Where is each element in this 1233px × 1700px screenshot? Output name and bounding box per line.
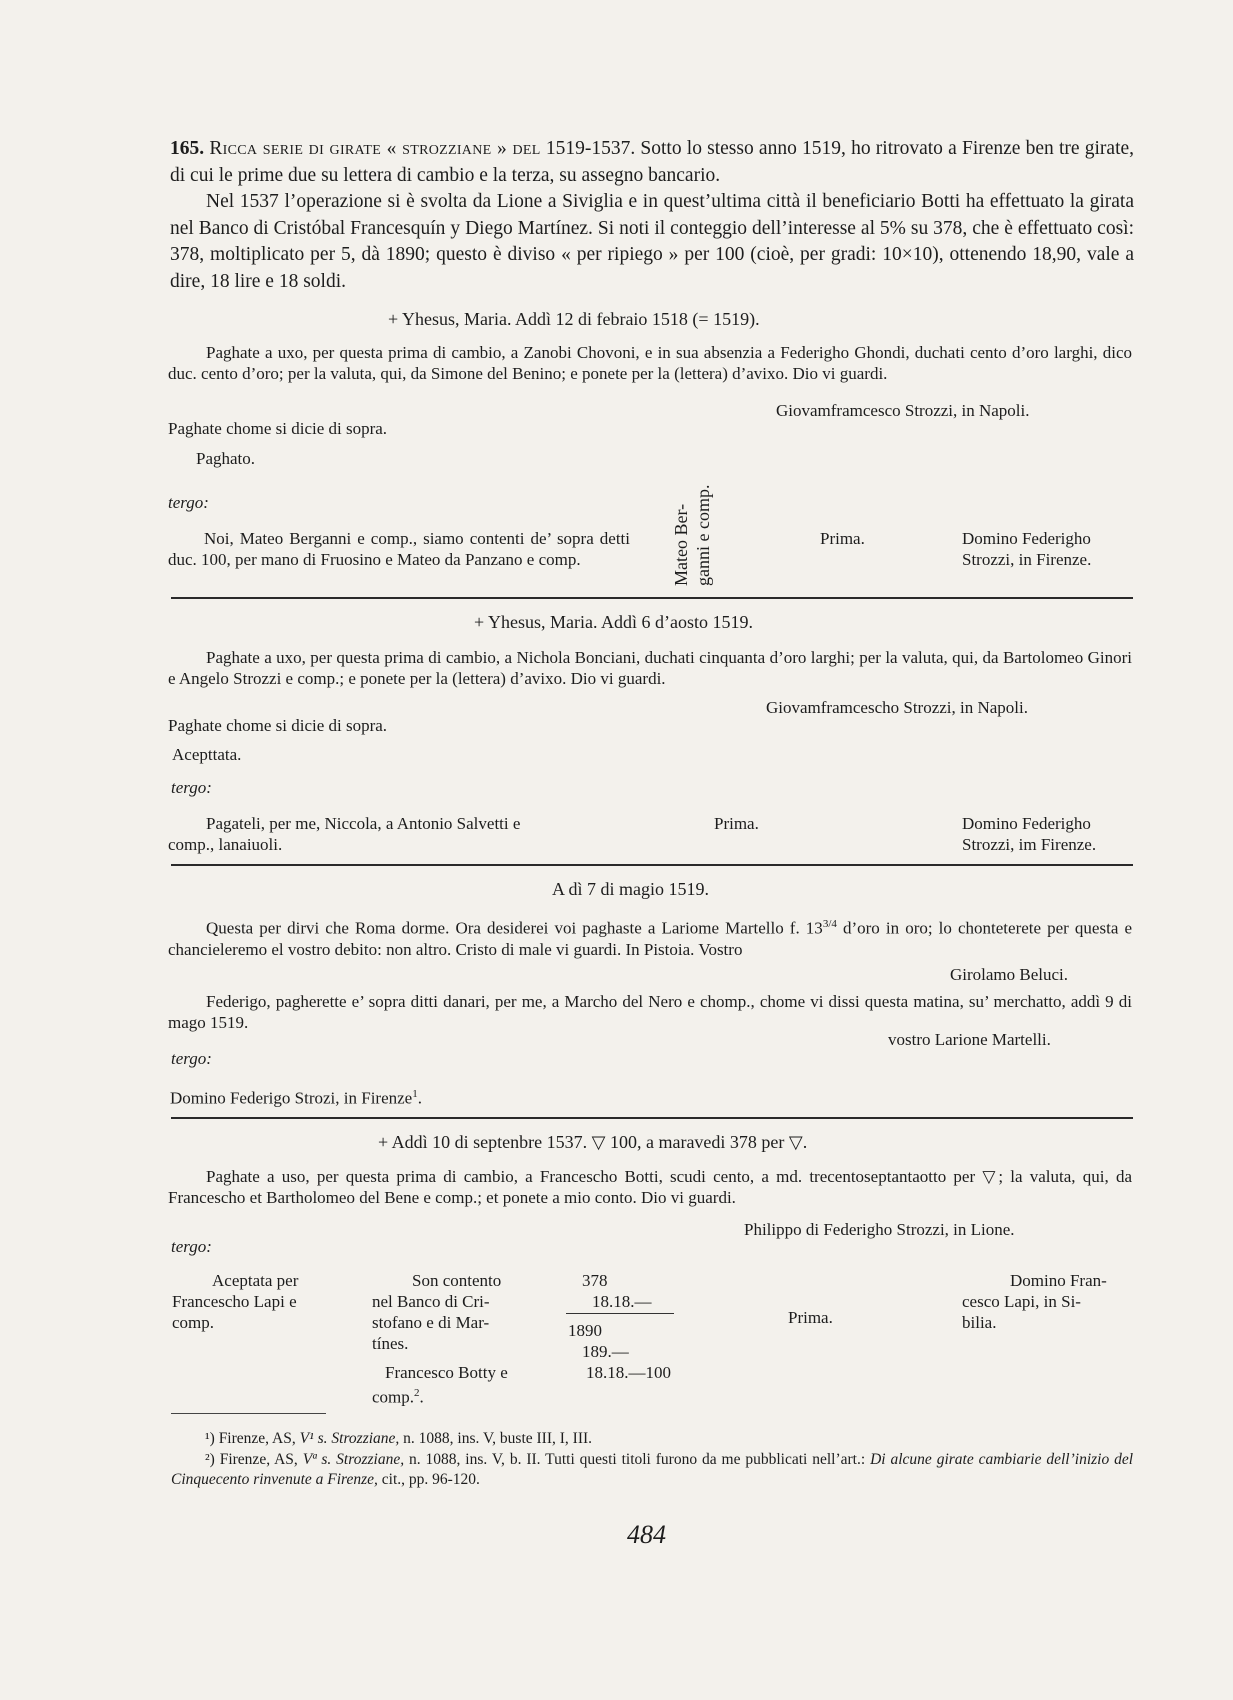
doc3-signature-1: Girolamo Beluci. xyxy=(950,965,1069,984)
arith-189: 189.— xyxy=(582,1342,629,1361)
arith-18-18: 18.18.— xyxy=(592,1292,652,1311)
doc2-addressee-line-1: Domino Federigho xyxy=(962,814,1091,833)
doc4-content-line-4: tínes. xyxy=(372,1334,409,1353)
doc3-signature-2: vostro Larione Martelli. xyxy=(888,1030,1051,1049)
footnote-2 xyxy=(171,1450,1133,1490)
fn1-text-a: Firenze, AS, xyxy=(218,1430,296,1447)
fn2-symbol: Vª xyxy=(302,1451,317,1468)
section-number: 165. xyxy=(170,138,205,159)
doc4-botty-line-1: Francesco Botty e xyxy=(385,1363,508,1382)
doc2-signature: Giovamframcescho Strozzi, in Napoli. xyxy=(766,698,1029,717)
doc2-heading: + Yhesus, Maria. Addì 6 d’aosto 1519. xyxy=(474,612,753,632)
arith-rule xyxy=(566,1313,674,1314)
fn1-italic: s. Strozziane, xyxy=(317,1430,400,1447)
page-number: 484 xyxy=(627,1520,666,1549)
doc1-signature: Giovamframcesco Strozzi, in Napoli. xyxy=(776,401,1030,420)
section-years: 1519-1537. xyxy=(545,138,636,159)
arith-1890: 1890 xyxy=(568,1321,602,1340)
doc4-content-line-3: stofano e di Mar- xyxy=(372,1313,490,1332)
doc1-vertical-line-2: ganni e comp. xyxy=(693,484,713,586)
doc2-note-paid-as-above: Paghate chome si dicie di sopra. xyxy=(168,716,388,735)
footnote-rule xyxy=(171,1413,326,1414)
doc1-endorsement: Noi, Mateo Berganni e comp., siamo contenti de’ sopra detti duc. 100, per mano di Fruosino e Mateo da Panzano e comp. xyxy=(168,529,630,569)
doc1-note-paid-as-above: Paghate chome si dicie di sopra. xyxy=(168,419,388,438)
doc1-addressee-line-2: Strozzi, in Firenze. xyxy=(962,550,1092,569)
doc1-prima: Prima. xyxy=(820,529,865,548)
footnote-1 xyxy=(171,1429,1133,1449)
intro-paragraph-2: Nel 1537 l’operazione si è svolta da Lione a Siviglia e in quest’ultima città il beneficiario Botti ha effettuato la girata nel Banco di Cristóbal Francesquín y Diego Martínez. Si noti il conteggio dell’interesse al 5% su 378, che è effettuato così: 378, moltiplicato per 5, dà 1890; questo è diviso « per ripiego » per 100 (cioè, per gradi: 10×10), ottenendo 18,90, vale a dire, 18 lire e 18 soldi. xyxy=(170,191,1134,292)
doc1-addressee-line-1: Domino Federigho xyxy=(962,529,1091,548)
doc4-accepted-line-2: Francescho Lapi e xyxy=(172,1292,297,1311)
doc4-addressee-line-3: bilia. xyxy=(962,1313,997,1332)
section-title: Ricca serie di girate « strozziane » del xyxy=(209,138,541,159)
doc2-endorsement-line-2: comp., lanaiuoli. xyxy=(168,835,283,854)
doc2-body: Paghate a uxo, per questa prima di cambio, a Nichola Bonciani, duchati cinquanta d’oro larghi; per la valuta, qui, da Bartolomeo Ginori e Angelo Strozzi e comp.; e ponete per la (lettera) d’avixo. Dio vi guardi. xyxy=(168,648,1132,688)
doc2-prima: Prima. xyxy=(714,814,759,833)
doc4-accepted-line-3: comp. xyxy=(172,1313,215,1332)
fn2-text-b: n. 1088, ins. V, b. II. Tutti questi titoli furono da me pubblicati nell’art.: xyxy=(408,1451,866,1468)
fn1-text-b: n. 1088, ins. V, buste III, I, III. xyxy=(403,1430,593,1447)
doc4-prima: Prima. xyxy=(788,1308,833,1327)
doc1-body: Paghate a uxo, per questa prima di cambio, a Zanobi Chovoni, e in sua absenzia a Federigho Ghondi, duchati cento d’oro larghi, dico duc. cento d’oro; per la valuta, qui, da Simone del Benino; e ponete per la (lettera) d’avixo. Dio vi guardi. xyxy=(168,343,1132,383)
doc4-botty-comp: comp. xyxy=(372,1387,415,1407)
doc4-signature: Philippo di Federigho Strozzi, in Lione. xyxy=(744,1220,1015,1239)
doc3-body-1a: Questa per dirvi che Roma dorme. Ora desiderei voi paghaste a Lariome Martello f. 13 xyxy=(206,918,823,938)
fn2-mark: ²) xyxy=(205,1451,215,1468)
doc3-fraction: 3/4 xyxy=(822,918,837,930)
doc4-heading: + Addì 10 di septenbre 1537. ▽ 100, a maravedi 378 per ▽. xyxy=(378,1132,808,1152)
doc2-note-accepted: Acepttata. xyxy=(172,745,242,764)
separator-rule xyxy=(171,1117,1133,1119)
fn1-symbol: V¹ xyxy=(299,1430,314,1447)
doc4-addressee-line-2: cesco Lapi, in Si- xyxy=(962,1292,1081,1311)
doc1-tergo: tergo: xyxy=(168,493,209,512)
doc4-content-line-1: Son contento xyxy=(412,1271,502,1290)
arith-378: 378 xyxy=(582,1271,608,1290)
fn2-text-c: cit., pp. 96-120. xyxy=(381,1471,480,1488)
doc1-note-paid: Paghato. xyxy=(196,449,256,468)
doc4-addressee-line-1: Domino Fran- xyxy=(1010,1271,1107,1290)
separator-rule xyxy=(171,597,1133,599)
doc1-heading: + Yhesus, Maria. Addì 12 di febraio 1518 (= 1519). xyxy=(388,309,760,329)
doc3-tergo: tergo: xyxy=(171,1049,212,1068)
doc3-address xyxy=(170,1084,422,1109)
fn1-mark: ¹) xyxy=(205,1430,215,1447)
doc4-accepted-line-1: Aceptata per xyxy=(212,1271,299,1290)
doc3-address-text: Domino Federigo Strozi, in Firenze xyxy=(170,1088,413,1108)
separator-rule xyxy=(171,864,1133,866)
doc4-tergo: tergo: xyxy=(171,1237,212,1256)
doc2-tergo: tergo: xyxy=(171,778,212,797)
doc1-vertical-line-1: Mateo Ber- xyxy=(671,503,691,586)
doc3-body-2: Federigo, pagherette e’ sopra ditti danari, per me, a Marcho del Nero e chomp., chome vi dissi questa matina, su’ merchatto, addì 9 di mago 1519. xyxy=(168,992,1132,1032)
doc4-body: Paghate a uso, per questa prima di cambio, a Francescho Botti, scudi cento, a md. trecentoseptantaotto per ▽; la valuta, qui, da Francescho et Bartholomeo del Bene e comp.; et ponete a mio conto. Dio vi guardi. xyxy=(168,1167,1132,1207)
section-intro xyxy=(170,136,1134,295)
doc4-content-line-2: nel Banco di Cri- xyxy=(372,1292,490,1311)
doc3-body-1 xyxy=(168,914,1132,960)
arith-18-18-100: 18.18.—100 xyxy=(586,1363,671,1382)
doc4-botty-line-2: comp.$^2$. xyxy=(372,1387,424,1407)
doc4-footnote-ref: 2 xyxy=(414,1387,420,1399)
doc3-footnote-ref: 1 xyxy=(412,1088,418,1100)
doc2-endorsement-line-1: Pagateli, per me, Niccola, a Antonio Salvetti e xyxy=(206,814,521,833)
doc3-heading: A dì 7 di magio 1519. xyxy=(552,879,709,899)
fn2-italic: s. Strozziane, xyxy=(321,1451,405,1468)
doc3-body-1b: d’oro in oro; lo chonteterete per questa e chancieleremo el vostro debito: non altro. Cristo di male vi guardi. In Pistoia. Vostro xyxy=(168,918,1133,959)
fn2-title: Di alcune girate cambiarie dell’inizio del Cinquecento rinvenute a Firenze, xyxy=(171,1451,1134,1488)
intro-paragraph-1 xyxy=(170,136,1134,189)
fn2-text-a: Firenze, AS, xyxy=(219,1451,298,1468)
doc3-address-end: . xyxy=(417,1088,422,1108)
doc2-addressee-line-2: Strozzi, im Firenze. xyxy=(962,835,1097,854)
intro-text-1: Sotto lo stesso anno 1519, ho ritrovato a Firenze ben tre girate, di cui le prime due su lettera di cambio e la terza, su assegno bancario. xyxy=(170,138,1135,186)
